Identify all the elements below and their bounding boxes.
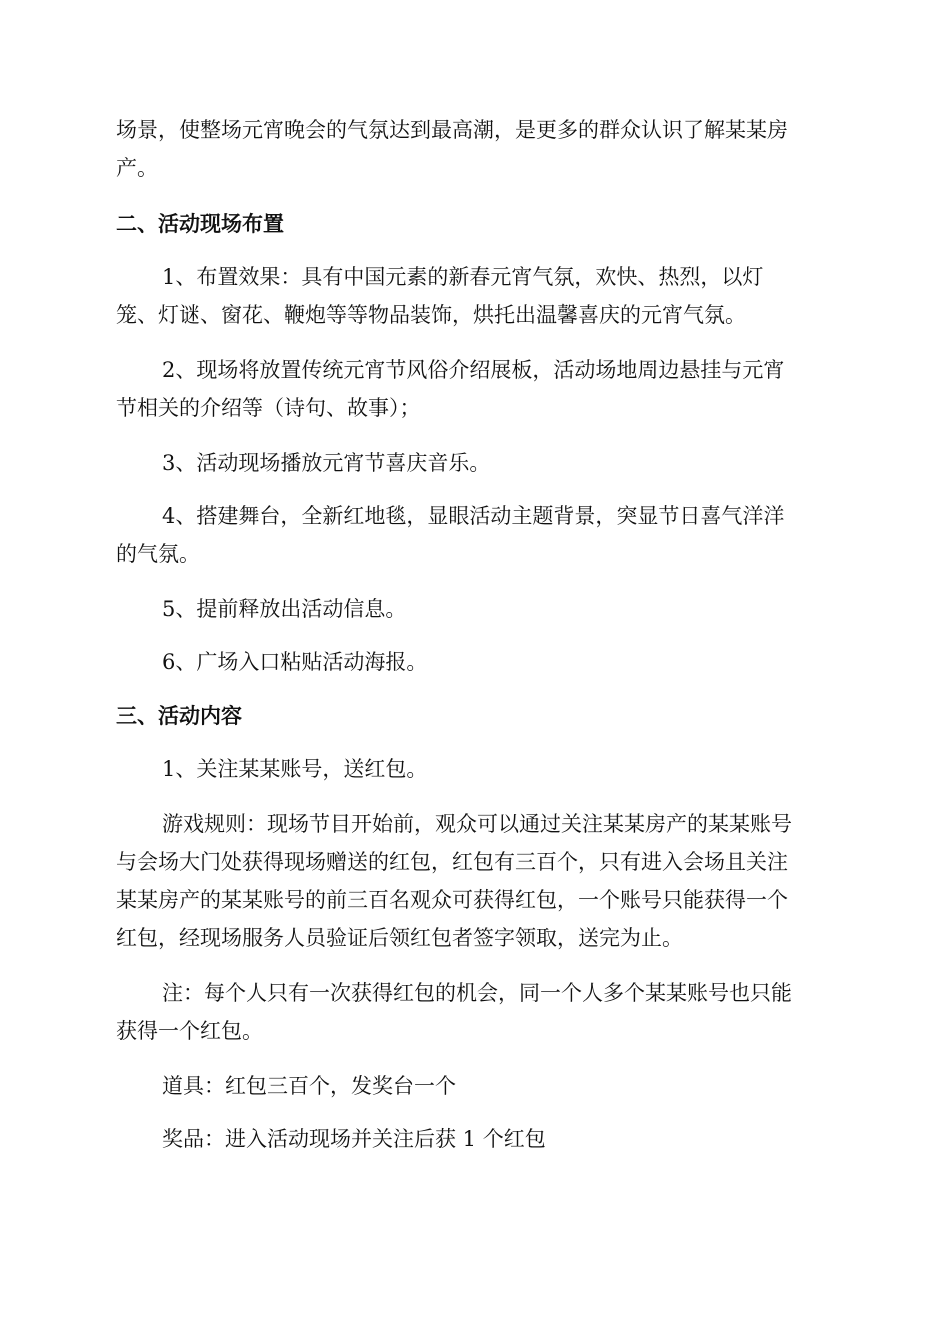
section-2-item-1-line-1: 1、布置效果：具有中国元素的新春元宵气氛，欢快、热烈，以灯 xyxy=(162,265,764,289)
rules-line-3: 某某房产的某某账号的前三百名观众可获得红包，一个账号只能获得一个 xyxy=(116,888,788,912)
section-2-item-4-line-1: 4、搭建舞台，全新红地毯，显眼活动主题背景，突显节日喜气洋洋 xyxy=(162,504,785,528)
section-2-item-2-line-2: 节相关的介绍等（诗句、故事）； xyxy=(116,396,421,420)
section-2-item-1-line-2: 笼、灯谜、窗花、鞭炮等等物品装饰，烘托出温馨喜庆的元宵气氛。 xyxy=(116,303,746,327)
section-2-heading: 二、活动现场布置 xyxy=(116,212,284,236)
section-2-item-6: 6、广场入口粘贴活动海报。 xyxy=(162,650,428,674)
section-2-item-4-line-2: 的气氛。 xyxy=(116,542,200,566)
rules-line-1: 游戏规则：现场节目开始前，观众可以通过关注某某房产的某某账号 xyxy=(162,812,792,836)
props-line: 道具：红包三百个，发奖台一个 xyxy=(162,1074,456,1098)
note-line-2: 获得一个红包。 xyxy=(116,1019,263,1043)
prize-line: 奖品：进入活动现场并关注后获 1 个红包 xyxy=(162,1127,546,1151)
section-3-item-1: 1、关注某某账号，送红包。 xyxy=(162,757,428,781)
intro-line-1: 场景，使整场元宵晚会的气氛达到最高潮，是更多的群众认识了解某某房 xyxy=(116,118,788,142)
rules-line-2: 与会场大门处获得现场赠送的红包，红包有三百个，只有进入会场且关注 xyxy=(116,850,788,874)
section-2-item-2-line-1: 2、现场将放置传统元宵节风俗介绍展板，活动场地周边悬挂与元宵 xyxy=(162,358,785,382)
section-3-heading: 三、活动内容 xyxy=(116,704,242,728)
note-line-1: 注：每个人只有一次获得红包的机会，同一个人多个某某账号也只能 xyxy=(162,981,792,1005)
section-2-item-3: 3、活动现场播放元宵节喜庆音乐。 xyxy=(162,451,491,475)
rules-line-4: 红包，经现场服务人员验证后领红包者签字领取，送完为止。 xyxy=(116,926,683,950)
intro-line-2: 产。 xyxy=(116,156,158,180)
section-2-item-5: 5、提前释放出活动信息。 xyxy=(162,597,407,621)
